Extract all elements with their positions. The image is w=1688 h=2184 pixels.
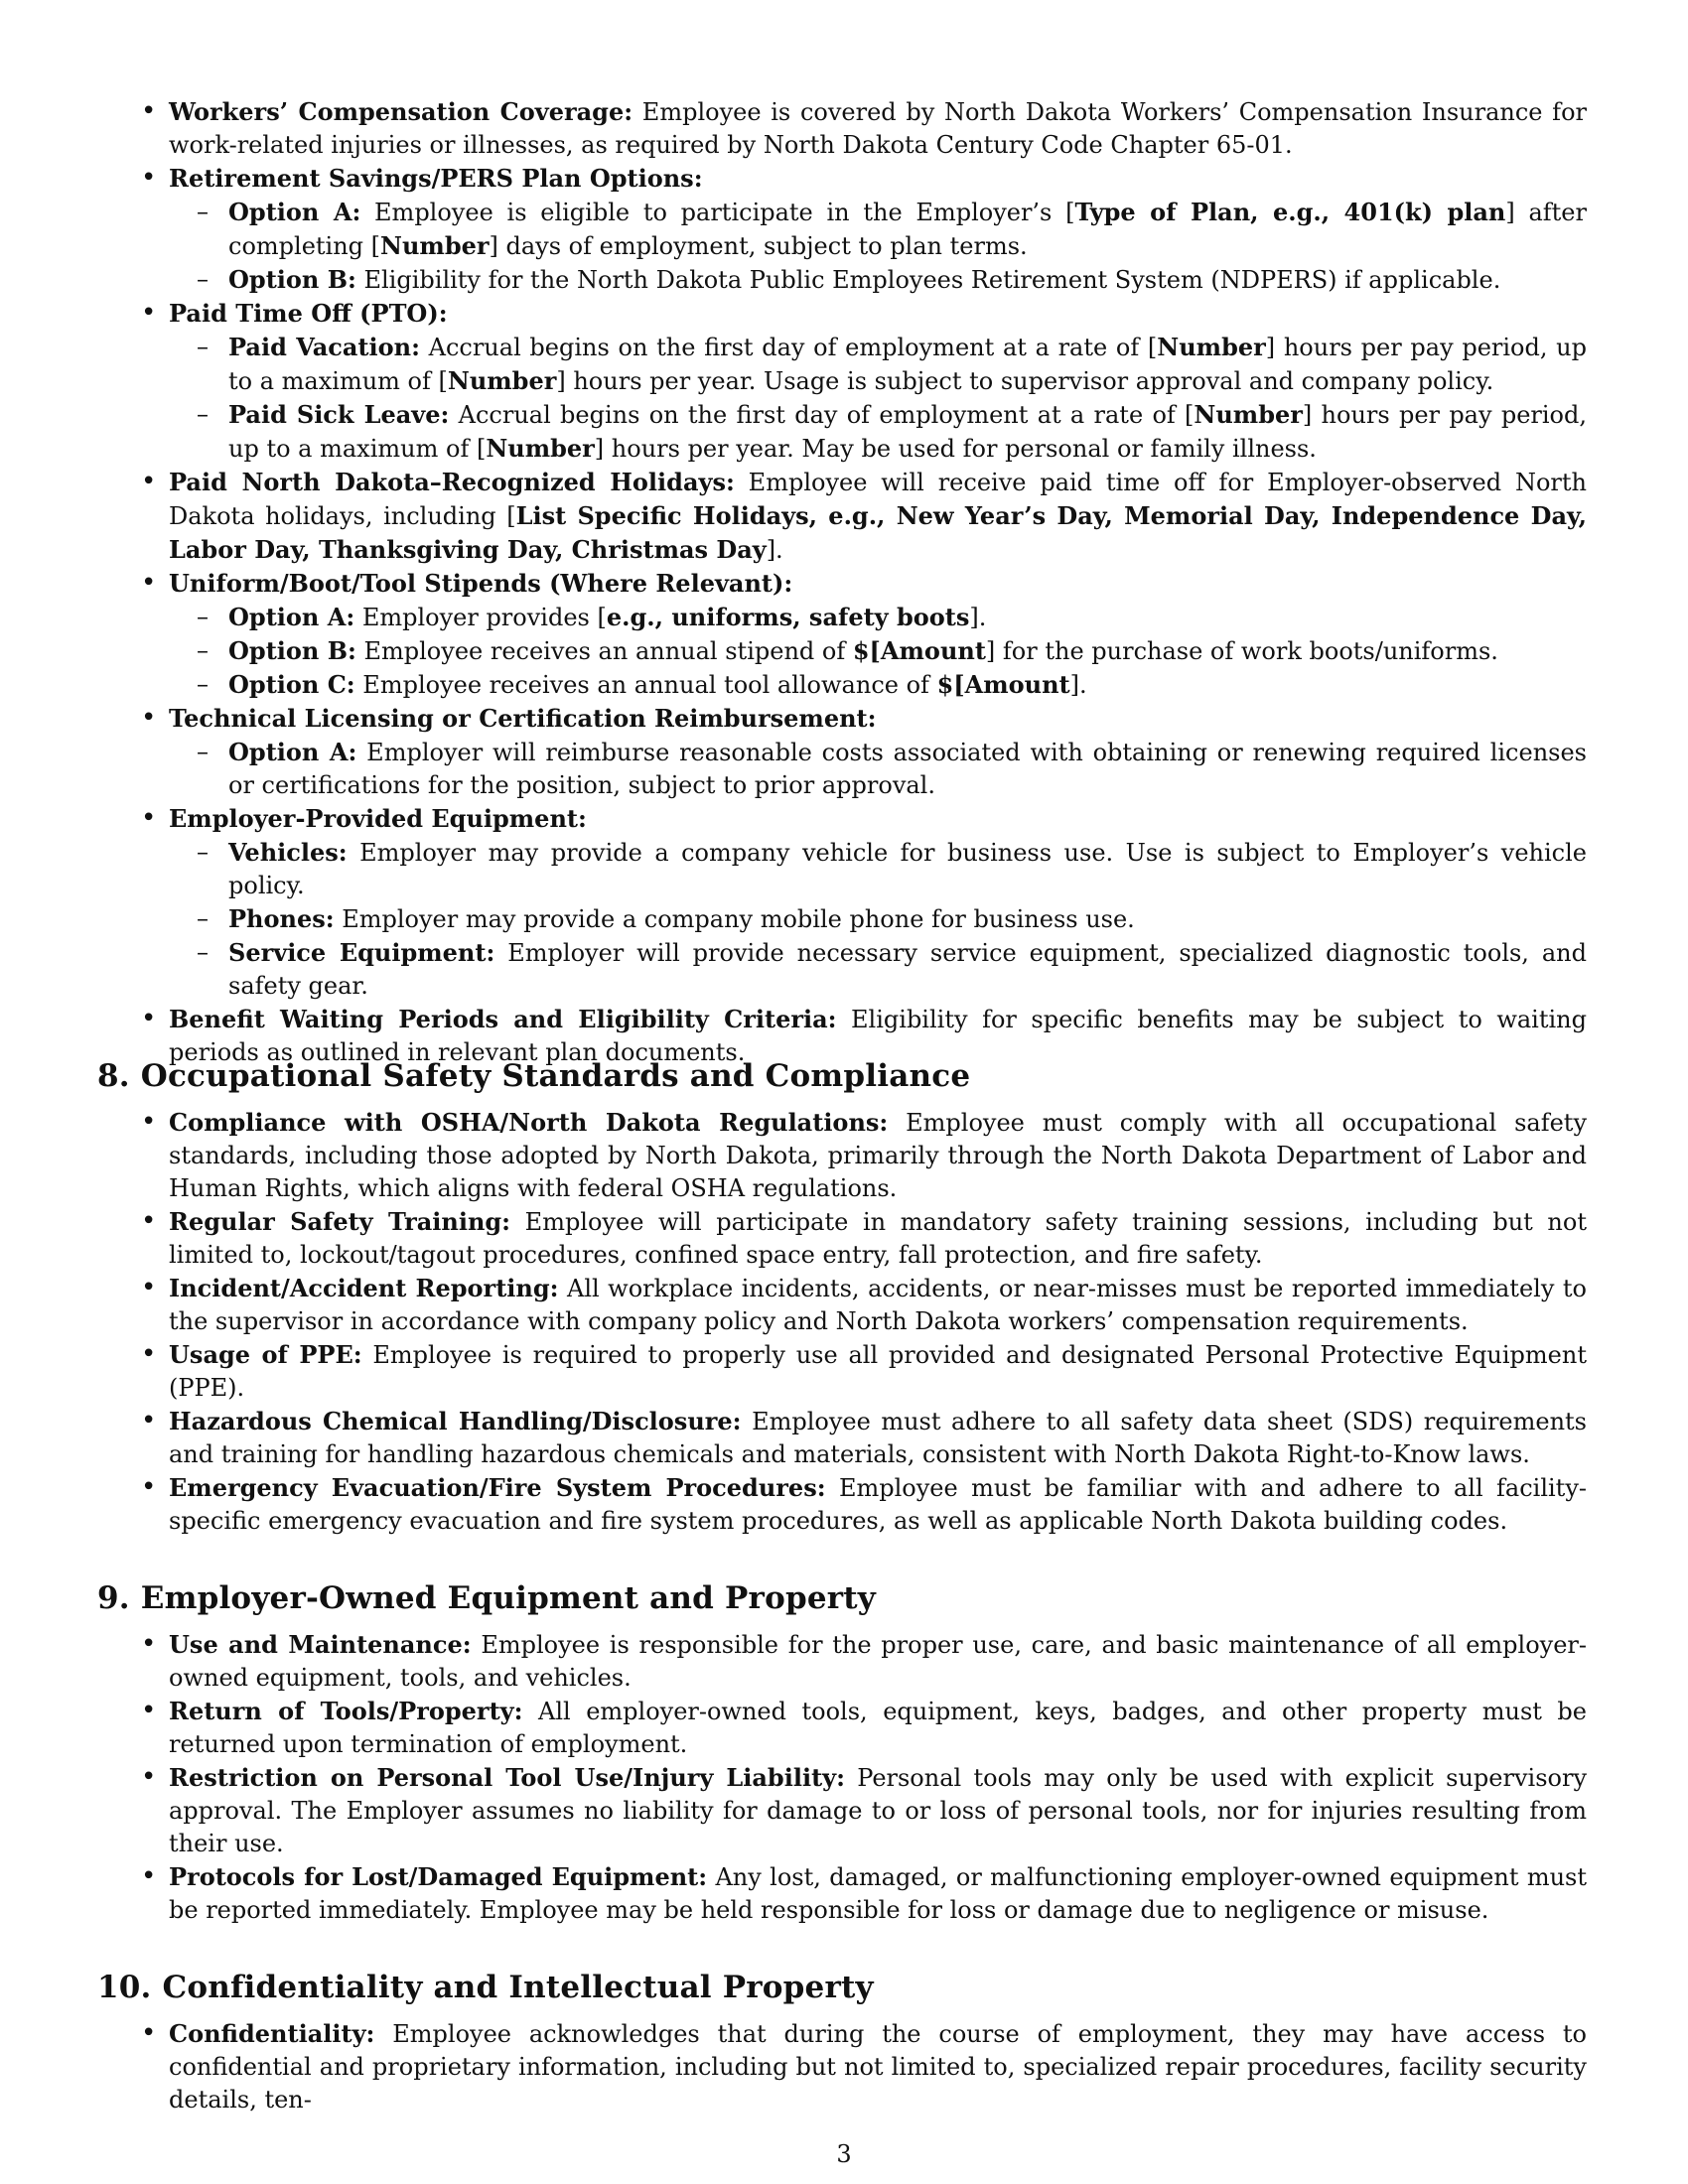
section-10	[97, 1968, 1587, 2116]
list-item	[97, 95, 1587, 162]
list-item	[97, 162, 1587, 297]
placeholder-text: e.g., uniforms, safety boots	[606, 603, 970, 631]
sub-item-text: ] after completing [	[228, 199, 1587, 260]
sub-item-text: Employee is eligible to participate in the Employer’s [	[360, 199, 1075, 226]
item-text: Employee will participate in mandatory safety training sessions, including but not limited to, lockout/tagout procedures, confined space entry, fall protection, and fire safety.	[169, 1208, 1587, 1269]
item-label: Restriction on Personal Tool Use/Injury Liability:	[169, 1763, 845, 1792]
benefits-list	[97, 95, 1587, 1069]
sub-item-text: ].	[1069, 671, 1087, 699]
list-item	[97, 1272, 1587, 1338]
item-text: Employee is required to properly use all provided and designated Personal Protective Equipment (PPE).	[169, 1341, 1587, 1402]
item-text: Employee is covered by North Dakota Workers’ Compensation Insurance for work-related injuries or illnesses, as required by North Dakota Century Code Chapter 65-01.	[169, 98, 1587, 159]
sub-item-label: Option C:	[228, 670, 355, 699]
sub-item-text: Employer will reimburse reasonable costs associated with obtaining or renewing required licenses or certifications for the position, subject to prior approval.	[228, 739, 1587, 799]
item-text: All employer-owned tools, equipment, keys, badges, and other property must be returned upon termination of employment.	[169, 1698, 1588, 1758]
section-heading: 9. Employer-Owned Equipment and Property	[97, 1580, 877, 1616]
list-item	[97, 1205, 1587, 1272]
list-item	[97, 1761, 1587, 1860]
item-label: Incident/Accident Reporting:	[169, 1274, 559, 1302]
item-text: Eligibility for specific benefits may be subject to waiting periods as outlined in relevant plan documents.	[169, 1006, 1587, 1066]
sub-item-label: Option A:	[228, 603, 355, 631]
item-text: Employee will receive paid time off for Employer-observed North Dakota holidays, including [	[169, 469, 1587, 530]
placeholder-text: Number	[380, 231, 490, 260]
list-item	[97, 702, 1587, 802]
item-text: Employee acknowledges that during the course of employment, they may have access to confidential and proprietary information, including but not limited to, specialized repair procedures, facility security details, ten-	[169, 2020, 1587, 2114]
item-text: Personal tools may only be used with explicit supervisory approval. The Employer assumes no liability for damage to or loss of personal tools, nor for injuries resulting from their use.	[169, 1764, 1588, 1857]
item-label: Emergency Evacuation/Fire System Procedures:	[169, 1473, 826, 1502]
sub-item-label: Service Equipment:	[228, 938, 495, 967]
list-item	[97, 466, 1587, 567]
sub-item-text: Employee receives an annual stipend of	[355, 637, 853, 665]
item-text: Any lost, damaged, or malfunctioning employer-owned equipment must be reported immediately. Employee may be held responsible for loss or damage due to negligence or misuse.	[169, 1863, 1588, 1924]
section-8-list	[97, 1106, 1587, 1538]
sub-item	[169, 936, 1587, 1003]
item-label: Paid Time Off (PTO):	[169, 299, 448, 328]
list-item	[97, 802, 1587, 1003]
item-text: Employee must adhere to all safety data sheet (SDS) requirements and training for handling hazardous chemicals and materials, consistent with North Dakota Right-to-Know laws.	[169, 1408, 1587, 1468]
sub-item	[169, 902, 1587, 936]
sub-item	[169, 263, 1587, 297]
sub-item	[169, 331, 1587, 398]
sub-item-label: Option A:	[228, 738, 357, 766]
sub-list	[169, 736, 1587, 802]
item-label: Benefit Waiting Periods and Eligibility Criteria:	[169, 1005, 837, 1033]
list-item	[97, 1471, 1587, 1538]
placeholder-text: Number	[1157, 333, 1266, 361]
item-label: Use and Maintenance:	[169, 1630, 472, 1659]
sub-item-label: Paid Vacation:	[228, 333, 420, 361]
item-label: Hazardous Chemical Handling/Disclosure:	[169, 1407, 742, 1435]
sub-item-text: Employee receives an annual tool allowance of	[354, 671, 937, 699]
sub-list	[169, 196, 1587, 297]
sub-list	[169, 331, 1587, 466]
item-text: All workplace incidents, accidents, or near-misses must be reported immediately to the supervisor in accordance with company policy and North Dakota workers’ compensation requirements.	[169, 1275, 1587, 1335]
sub-item	[169, 601, 1587, 634]
item-label: Technical Licensing or Certification Reimbursement:	[169, 704, 877, 733]
section-heading: 10. Confidentiality and Intellectual Property	[97, 1970, 874, 2005]
sub-item-text: ] hours per pay period, up to a maximum of [	[228, 334, 1587, 395]
item-label: Confidentiality:	[169, 2019, 375, 2048]
sub-item-text: Accrual begins on the first day of employment at a rate of [	[419, 334, 1158, 361]
sub-item-label: Phones:	[228, 904, 335, 933]
item-text: ].	[766, 536, 783, 564]
list-item	[97, 1106, 1587, 1205]
item-label: Uniform/Boot/Tool Stipends (Where Relevant):	[169, 569, 793, 598]
placeholder-text: Number	[486, 434, 595, 463]
sub-list	[169, 601, 1587, 702]
section-8	[97, 1056, 1587, 1538]
sub-item-label: Option B:	[228, 265, 356, 294]
list-item	[97, 1338, 1587, 1405]
sub-item-text: ] days of employment, subject to plan terms.	[489, 232, 1028, 260]
sub-item-text: ].	[969, 604, 987, 631]
sub-item	[169, 196, 1587, 263]
sub-item-text: Employer provides [	[354, 604, 607, 631]
item-label: Usage of PPE:	[169, 1340, 362, 1369]
sub-item-text: ] for the purchase of work boots/uniforms.	[985, 637, 1498, 665]
placeholder-text: List Specific Holidays, e.g., New Year’s Day, Memorial Day, Independence Day, Labor Day, Thanksgiving Day, Christmas Day	[169, 501, 1587, 564]
list-item	[97, 567, 1587, 702]
list-item	[97, 1695, 1587, 1761]
sub-item-text: Employer will provide necessary service equipment, specialized diagnostic tools, and safety gear.	[228, 939, 1587, 1000]
sub-item-text: ] hours per year. May be used for personal or family illness.	[594, 435, 1317, 463]
item-label: Regular Safety Training:	[169, 1207, 511, 1236]
item-label: Retirement Savings/PERS Plan Options:	[169, 164, 703, 193]
sub-item	[169, 668, 1587, 702]
sub-item-label: Paid Sick Leave:	[228, 400, 450, 429]
placeholder-text: Number	[1194, 400, 1303, 429]
item-text: Employee must be familiar with and adhere to all facility-specific emergency evacuation and fire system procedures, as well as applicable North Dakota building codes.	[169, 1474, 1587, 1535]
sub-item-text: Employer may provide a company vehicle for business use. Use is subject to Employer’s vehicle policy.	[228, 839, 1587, 899]
item-label: Workers’ Compensation Coverage:	[169, 97, 633, 126]
placeholder-text: Number	[447, 366, 557, 395]
sub-item	[169, 736, 1587, 802]
sub-item-label: Vehicles:	[228, 838, 348, 867]
item-label: Return of Tools/Property:	[169, 1697, 523, 1725]
placeholder-text: $[Amount	[936, 670, 1070, 699]
sub-item-text: Accrual begins on the first day of employment at a rate of [	[449, 401, 1195, 429]
item-label: Protocols for Lost/Damaged Equipment:	[169, 1862, 708, 1891]
section-9-list	[97, 1628, 1587, 1927]
item-text: Employee must comply with all occupational safety standards, including those adopted by North Dakota, primarily through the North Dakota Department of Labor and Human Rights, which aligns with federal OSHA regulations.	[169, 1109, 1587, 1202]
sub-item-text: ] hours per year. Usage is subject to supervisor approval and company policy.	[556, 367, 1494, 395]
sub-item-label: Option B:	[228, 636, 356, 665]
sub-item	[169, 398, 1587, 466]
sub-item-text: ] hours per pay period, up to a maximum of [	[228, 401, 1587, 463]
sub-item	[169, 634, 1587, 668]
item-label: Employer-Provided Equipment:	[169, 804, 587, 833]
section-10-list	[97, 2017, 1587, 2116]
sub-item-text: Eligibility for the North Dakota Public Employees Retirement System (NDPERS) if applicable.	[355, 266, 1501, 294]
sub-item-label: Option A:	[228, 198, 361, 226]
list-item	[97, 1628, 1587, 1695]
placeholder-text: Type of Plan, e.g., 401(k) plan	[1074, 198, 1506, 226]
sub-item-text: Employer may provide a company mobile phone for business use.	[334, 905, 1135, 933]
list-item	[97, 2017, 1587, 2116]
sub-list	[169, 836, 1587, 1003]
list-item	[97, 1860, 1587, 1927]
list-item	[97, 297, 1587, 466]
item-label: Compliance with OSHA/North Dakota Regulations:	[169, 1108, 889, 1137]
placeholder-text: $[Amount	[852, 636, 986, 665]
section-heading: 8. Occupational Safety Standards and Compliance	[97, 1058, 971, 1094]
sub-item	[169, 836, 1587, 902]
item-text: Employee is responsible for the proper use, care, and basic maintenance of all employer-owned equipment, tools, and vehicles.	[169, 1631, 1587, 1692]
page-number: 3	[836, 2140, 852, 2168]
section-9	[97, 1578, 1587, 1927]
item-label: Paid North Dakota–Recognized Holidays:	[169, 468, 735, 496]
list-item	[97, 1405, 1587, 1471]
